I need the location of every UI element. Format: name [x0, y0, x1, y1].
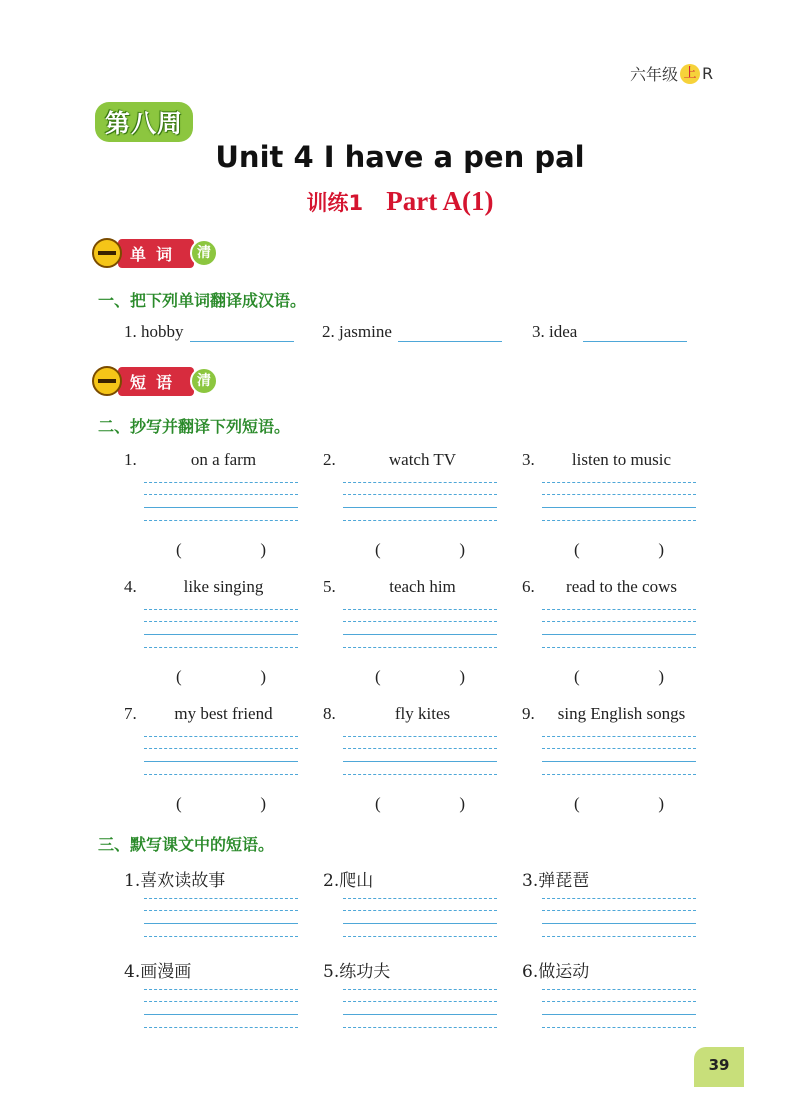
- translation-blank[interactable]: [375, 667, 465, 687]
- guide-line: [144, 621, 298, 622]
- guide-line: [343, 482, 497, 483]
- phrase-num: 9.: [522, 704, 535, 723]
- page-number: 39: [694, 1047, 744, 1087]
- guide-line: [144, 910, 298, 911]
- dictation-text: 爬山: [339, 871, 374, 891]
- guide-line: [343, 520, 497, 521]
- phrase-item: [323, 704, 503, 726]
- guide-line: [343, 923, 497, 924]
- guide-line: [144, 609, 298, 610]
- guide-line: [542, 609, 696, 610]
- guide-line: [343, 634, 497, 635]
- guide-line: [343, 910, 497, 911]
- dictation-text: 喜欢读故事: [140, 871, 226, 891]
- phrase-item: [124, 704, 304, 726]
- dictation-text: 练功夫: [339, 962, 391, 982]
- guide-line: [144, 1001, 298, 1002]
- guide-line: [542, 898, 696, 899]
- dictation-num: 4.: [124, 962, 141, 982]
- guide-line: [343, 989, 497, 990]
- writing-lines[interactable]: [542, 482, 696, 524]
- guide-line: [144, 761, 298, 762]
- guide-line: [343, 936, 497, 937]
- guide-line: [343, 1014, 497, 1015]
- dictation-item: [323, 866, 373, 891]
- guide-line: [542, 634, 696, 635]
- paren-close: ): [658, 794, 664, 813]
- phrase-item: [323, 450, 503, 472]
- dictation-num: 5.: [323, 962, 340, 982]
- writing-lines[interactable]: [144, 989, 298, 1031]
- paren-open: (: [574, 667, 580, 686]
- writing-lines[interactable]: [343, 898, 497, 940]
- part-title: [0, 186, 800, 217]
- dictation-item: [124, 957, 191, 982]
- guide-line: [144, 634, 298, 635]
- guide-line: [343, 507, 497, 508]
- guide-line: [144, 520, 298, 521]
- guide-line: [343, 736, 497, 737]
- phrase-text: on a farm: [190, 450, 257, 469]
- word-item: [322, 322, 532, 342]
- translation-blank[interactable]: [176, 667, 266, 687]
- paren-open: (: [375, 794, 381, 813]
- guide-line: [542, 494, 696, 495]
- writing-lines[interactable]: [343, 989, 497, 1031]
- semester-badge: 上: [680, 64, 700, 84]
- word-text: hobby: [141, 322, 184, 341]
- writing-lines[interactable]: [144, 736, 298, 778]
- clear-icon: 清: [190, 239, 218, 267]
- guide-line: [542, 923, 696, 924]
- clear-icon: 清: [190, 367, 218, 395]
- translation-blank[interactable]: [574, 540, 664, 560]
- section2-heading: 二、抄写并翻译下列短语。: [98, 417, 291, 436]
- dictation-num: 3.: [522, 871, 539, 891]
- guide-line: [542, 761, 696, 762]
- dictation-num: 1.: [124, 871, 141, 891]
- guide-line: [542, 1027, 696, 1028]
- guide-line: [343, 774, 497, 775]
- part-label: Part A(1): [386, 186, 494, 216]
- dictation-text: 弹琵琶: [538, 871, 590, 891]
- dictation-text: 画漫画: [140, 962, 192, 982]
- guide-line: [542, 736, 696, 737]
- guide-line: [144, 494, 298, 495]
- guide-line: [343, 609, 497, 610]
- translation-blank[interactable]: [375, 540, 465, 560]
- guide-line: [343, 494, 497, 495]
- guide-line: [144, 1014, 298, 1015]
- paren-open: (: [176, 540, 182, 559]
- guide-line: [144, 647, 298, 648]
- translation-blank[interactable]: [574, 667, 664, 687]
- phrase-text: like singing: [183, 577, 264, 596]
- writing-lines[interactable]: [542, 898, 696, 940]
- paren-open: (: [176, 667, 182, 686]
- phrase-text: teach him: [389, 577, 456, 596]
- guide-line: [542, 910, 696, 911]
- guide-line: [542, 621, 696, 622]
- guide-line: [542, 520, 696, 521]
- guide-line: [343, 898, 497, 899]
- phrase-text: fly kites: [394, 704, 451, 723]
- paren-close: ): [260, 794, 266, 813]
- guide-line: [144, 923, 298, 924]
- guide-line: [542, 774, 696, 775]
- writing-lines[interactable]: [144, 482, 298, 524]
- writing-lines[interactable]: [542, 736, 696, 778]
- edition-label: R: [702, 64, 714, 83]
- dictation-num: 2.: [323, 871, 340, 891]
- guide-line: [144, 482, 298, 483]
- guide-line: [144, 989, 298, 990]
- writing-lines[interactable]: [343, 609, 497, 651]
- paren-open: (: [574, 794, 580, 813]
- guide-line: [144, 898, 298, 899]
- phrase-item: [522, 704, 702, 726]
- paren-close: ): [459, 540, 465, 559]
- paren-open: (: [375, 667, 381, 686]
- guide-line: [542, 989, 696, 990]
- training-label: 训练1: [306, 191, 364, 215]
- phrase-text: watch TV: [388, 450, 457, 469]
- phrases-tag-label: 短语: [118, 367, 194, 396]
- guide-line: [343, 1001, 497, 1002]
- words-tag: [92, 238, 218, 268]
- guide-line: [542, 936, 696, 937]
- guide-line: [343, 761, 497, 762]
- guide-line: [144, 736, 298, 737]
- guide-line: [542, 647, 696, 648]
- translation-blank[interactable]: [375, 794, 465, 814]
- guide-line: [542, 1014, 696, 1015]
- dictation-item: [323, 957, 390, 982]
- guide-line: [343, 621, 497, 622]
- guide-line: [144, 1027, 298, 1028]
- guide-line: [542, 482, 696, 483]
- paren-close: ): [459, 667, 465, 686]
- paren-close: ): [260, 667, 266, 686]
- phrase-item: [522, 577, 702, 599]
- dictation-item: [124, 866, 225, 891]
- words-tag-label: 单词: [118, 239, 194, 268]
- writing-lines[interactable]: [343, 482, 497, 524]
- phrase-num: 7.: [124, 704, 137, 723]
- guide-line: [343, 647, 497, 648]
- word-num: 3.: [532, 322, 545, 341]
- phrase-num: 4.: [124, 577, 137, 596]
- word-num: 2.: [322, 322, 335, 341]
- dictation-text: 做运动: [538, 962, 590, 982]
- translation-blank[interactable]: [176, 540, 266, 560]
- translation-blank[interactable]: [176, 794, 266, 814]
- guide-line: [542, 507, 696, 508]
- dictation-item: [522, 957, 589, 982]
- phrase-item: [124, 450, 304, 472]
- bee-icon: [92, 238, 122, 268]
- answer-line[interactable]: [398, 323, 502, 342]
- writing-lines[interactable]: [144, 898, 298, 940]
- guide-line: [144, 748, 298, 749]
- guide-line: [343, 1027, 497, 1028]
- dictation-item: [522, 866, 589, 891]
- word-row: [124, 322, 687, 342]
- guide-line: [343, 748, 497, 749]
- paren-open: (: [176, 794, 182, 813]
- section3-heading: 三、默写课文中的短语。: [98, 835, 275, 854]
- section1-heading: 一、把下列单词翻译成汉语。: [98, 291, 307, 310]
- word-text: jasmine: [339, 322, 392, 341]
- phrase-num: 6.: [522, 577, 535, 596]
- paren-close: ): [658, 540, 664, 559]
- guide-line: [542, 1001, 696, 1002]
- phrase-text: my best friend: [174, 704, 273, 723]
- paren-close: ): [260, 540, 266, 559]
- paren-close: ): [459, 794, 465, 813]
- bee-icon: [92, 366, 122, 396]
- word-item: [124, 322, 322, 342]
- grade-label: [630, 62, 713, 85]
- phrase-num: 2.: [323, 450, 336, 469]
- phrase-text: read to the cows: [566, 577, 677, 596]
- grade-text: 六年级: [630, 65, 679, 84]
- writing-lines[interactable]: [542, 609, 696, 651]
- guide-line: [144, 507, 298, 508]
- phrases-tag: [92, 366, 218, 396]
- dictation-num: 6.: [522, 962, 539, 982]
- phrase-num: 5.: [323, 577, 336, 596]
- phrase-item: [124, 577, 304, 599]
- word-num: 1.: [124, 322, 137, 341]
- word-text: idea: [549, 322, 578, 341]
- writing-lines[interactable]: [343, 736, 497, 778]
- writing-lines[interactable]: [144, 609, 298, 651]
- guide-line: [542, 748, 696, 749]
- phrase-num: 1.: [124, 450, 137, 469]
- word-item: [532, 322, 687, 342]
- answer-line[interactable]: [583, 323, 687, 342]
- phrase-num: 8.: [323, 704, 336, 723]
- paren-open: (: [375, 540, 381, 559]
- phrase-item: [522, 450, 702, 472]
- guide-line: [144, 774, 298, 775]
- unit-title: Unit 4 I have a pen pal: [215, 140, 585, 174]
- writing-lines[interactable]: [542, 989, 696, 1031]
- answer-line[interactable]: [190, 323, 294, 342]
- paren-close: ): [658, 667, 664, 686]
- phrase-text: sing English songs: [557, 704, 686, 723]
- guide-line: [144, 936, 298, 937]
- phrase-num: 3.: [522, 450, 535, 469]
- translation-blank[interactable]: [574, 794, 664, 814]
- paren-open: (: [574, 540, 580, 559]
- phrase-item: [323, 577, 503, 599]
- week-badge: 第八周: [95, 102, 193, 142]
- phrase-text: listen to music: [571, 450, 672, 469]
